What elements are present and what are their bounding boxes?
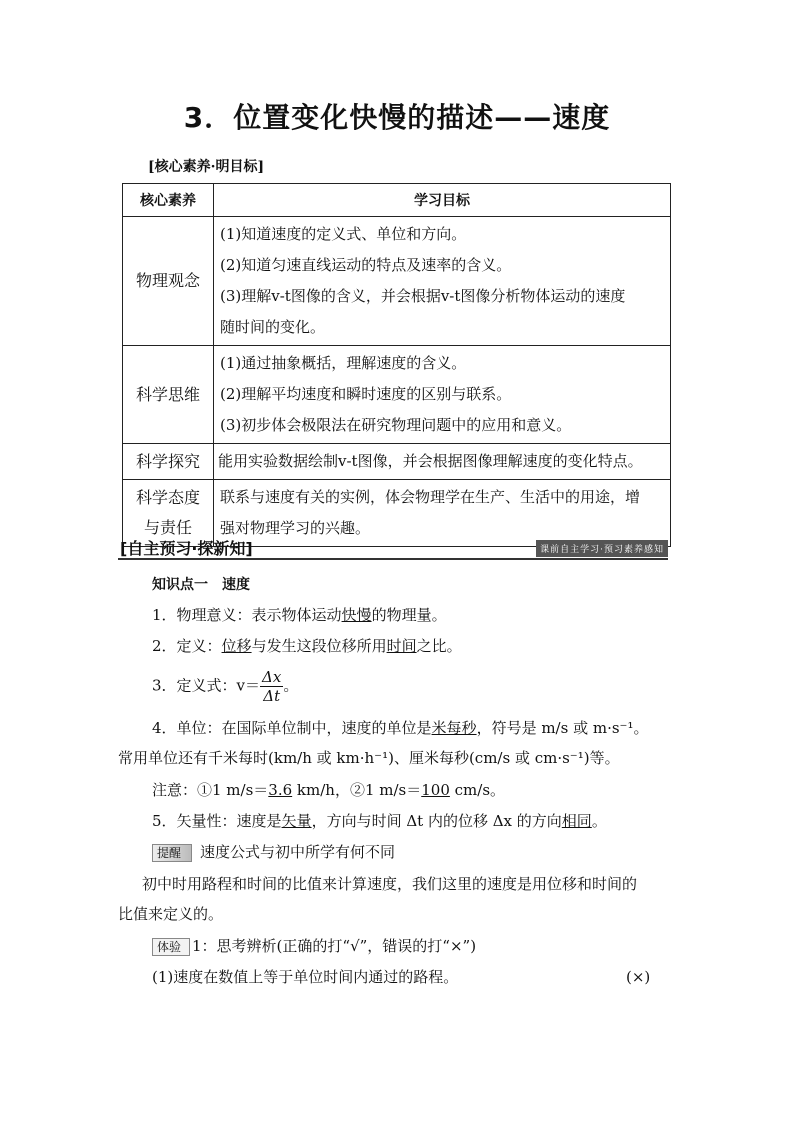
item-3 bbox=[152, 668, 298, 705]
item-text: 。 bbox=[591, 812, 607, 830]
item-4-line-2: 常用单位还有千米每时(km/h 或 km·h⁻¹)、厘米每秒(cm/s 或 cm·s⁻¹)等。 bbox=[118, 749, 620, 767]
table-header-row bbox=[123, 184, 671, 217]
header-learning-goals: 学习目标 bbox=[214, 184, 671, 217]
section-band bbox=[118, 536, 668, 560]
page-title: 3．位置变化快慢的描述——速度 bbox=[183, 101, 611, 134]
row-category: 科学思维 bbox=[123, 346, 214, 444]
goal-line: (1)通过抽象概括，理解速度的含义。 bbox=[220, 354, 467, 372]
item-text: ，方向与时间 Δt 内的位移 Δx 的方向 bbox=[311, 812, 562, 830]
header-core-literacy: 核心素养 bbox=[123, 184, 214, 217]
row-category: 物理观念 bbox=[123, 217, 214, 346]
goal-line: (3)初步体会极限法在研究物理问题中的应用和意义。 bbox=[220, 416, 572, 434]
item-text: ，符号是 m/s 或 m·s⁻¹。 bbox=[476, 719, 649, 737]
category-line: 科学态度 bbox=[135, 488, 200, 507]
item-text: 。 bbox=[283, 676, 299, 695]
underlined-answer: 位移 bbox=[221, 637, 252, 655]
fraction-denominator: Δt bbox=[263, 687, 281, 705]
practice-row bbox=[152, 935, 476, 957]
goal-line: (2)知道匀速直线运动的特点及速率的含义。 bbox=[220, 256, 512, 274]
goal-line: 能用实验数据绘制v-t图像，并会根据图像理解速度的变化特点。 bbox=[218, 452, 643, 470]
underlined-answer: 相同 bbox=[561, 812, 592, 830]
goal-line: (1)知道速度的定义式、单位和方向。 bbox=[220, 225, 467, 243]
item-text: 5．矢量性：速度是 bbox=[152, 812, 282, 830]
note bbox=[152, 779, 505, 801]
reminder-body-2: 比值来定义的。 bbox=[118, 905, 224, 923]
item-text: 之比。 bbox=[416, 637, 462, 655]
category-line: 与责任 bbox=[143, 518, 192, 537]
row-goals bbox=[214, 346, 671, 444]
item-text: km/h，②1 m/s＝ bbox=[292, 781, 422, 799]
table-row bbox=[123, 346, 671, 444]
item-text: cm/s。 bbox=[449, 781, 506, 799]
underlined-answer: 时间 bbox=[386, 637, 417, 655]
row-goals bbox=[214, 217, 671, 346]
practice-tag: 体验 bbox=[152, 938, 190, 956]
row-category: 科学探究 bbox=[123, 444, 214, 480]
item-text: 与发生这段位移所用 bbox=[251, 637, 387, 655]
goal-line: 强对物理学习的兴趣。 bbox=[220, 519, 371, 537]
item-text: 4．单位：在国际单位制中，速度的单位是 bbox=[152, 719, 432, 737]
underlined-answer: 米每秒 bbox=[431, 719, 477, 737]
table-row bbox=[123, 444, 671, 480]
reminder-body-1: 初中时用路程和时间的比值来计算速度，我们这里的速度是用位移和时间的 bbox=[142, 875, 638, 893]
item-1 bbox=[152, 604, 447, 626]
goal-line: 随时间的变化。 bbox=[220, 318, 326, 336]
question-1: (1)速度在数值上等于单位时间内通过的路程。 bbox=[152, 968, 459, 986]
item-5 bbox=[152, 810, 607, 832]
item-text: 2．定义： bbox=[152, 637, 222, 655]
goals-table bbox=[122, 183, 671, 547]
underlined-answer: 100 bbox=[421, 781, 450, 799]
underlined-answer: 矢量 bbox=[281, 812, 312, 830]
item-text: 1．物理意义：表示物体运动 bbox=[152, 606, 342, 624]
table-row bbox=[123, 217, 671, 346]
fraction-numerator: Δx bbox=[262, 668, 282, 686]
item-2 bbox=[152, 635, 462, 657]
reminder-text: 速度公式与初中所学有何不同 bbox=[200, 843, 396, 861]
reminder-tag: 提醒 bbox=[152, 844, 192, 862]
underlined-answer: 3.6 bbox=[268, 781, 293, 799]
item-text: 3．定义式：v＝ bbox=[152, 676, 261, 695]
band-subtitle: 课前自主学习·预习素养感知 bbox=[536, 540, 668, 557]
item-text: 的物理量。 bbox=[371, 606, 447, 624]
item-text: 注意：①1 m/s＝ bbox=[152, 781, 269, 799]
band-title: [自主预习·探新知] bbox=[120, 539, 253, 558]
section-tag: [核心素养·明目标] bbox=[148, 159, 265, 175]
goal-line: (2)理解平均速度和瞬时速度的区别与联系。 bbox=[220, 385, 512, 403]
practice-text: 1：思考辨析(正确的打“√”，错误的打“×”) bbox=[192, 937, 477, 955]
reminder-row bbox=[152, 841, 395, 863]
underlined-answer: 快慢 bbox=[341, 606, 372, 624]
answer-1: (×) bbox=[626, 968, 651, 986]
goal-line: (3)理解v-t图像的含义，并会根据v-t图像分析物体运动的速度 bbox=[220, 287, 626, 305]
row-goals bbox=[214, 444, 671, 480]
goal-line: 联系与速度有关的实例，体会物理学在生产、生活中的用途，增 bbox=[220, 488, 641, 506]
fraction bbox=[260, 668, 283, 705]
item-4 bbox=[152, 717, 648, 739]
knowledge-point-heading: 知识点一 速度 bbox=[152, 577, 250, 593]
